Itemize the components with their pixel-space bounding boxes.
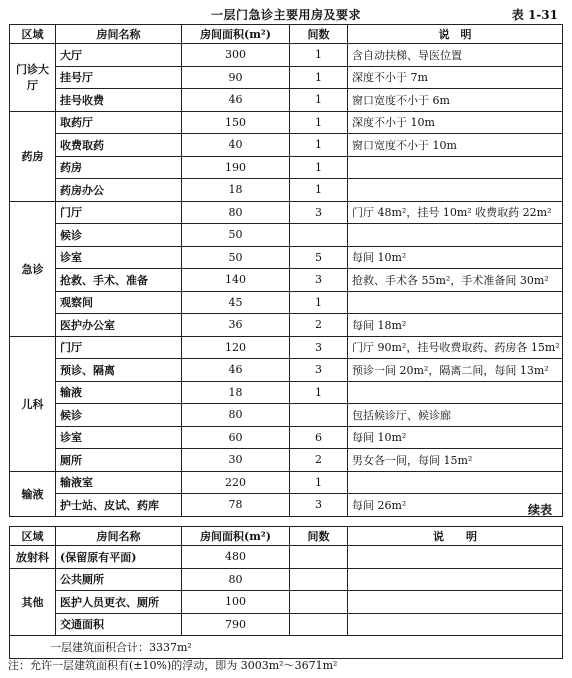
note-cell: 每间 26m²	[348, 494, 563, 517]
count-cell: 6	[290, 426, 348, 449]
note-cell: 门厅 48m²，挂号 10m² 收费取药 22m²	[348, 201, 563, 224]
room-cell: 护士站、皮试、药库	[56, 494, 182, 517]
count-cell: 1	[290, 156, 348, 179]
count-cell	[290, 591, 348, 614]
room-cell: 取药厅	[56, 111, 182, 134]
table-row	[10, 314, 563, 337]
total-row	[10, 636, 563, 659]
size-cell: 120	[182, 336, 290, 359]
count-cell: 2	[290, 449, 348, 472]
count-cell: 1	[290, 134, 348, 157]
area-cell: 输液	[10, 471, 56, 516]
room-cell: 医护办公室	[56, 314, 182, 337]
count-cell: 3	[290, 201, 348, 224]
room-cell: 候诊	[56, 224, 182, 247]
footnote: 注：允许一层建筑面积有(±10%)的浮动，即为 3003m²～3671m²	[8, 659, 338, 672]
note-cell: 抢救、手术各 55m²，手术准备间 30m²	[348, 269, 563, 292]
table-row	[10, 224, 563, 247]
table-row	[10, 471, 563, 494]
note-cell	[348, 291, 563, 314]
header-area: 区域	[10, 527, 56, 546]
size-cell: 46	[182, 89, 290, 112]
count-cell: 1	[290, 471, 348, 494]
table-row	[10, 156, 563, 179]
room-cell: 观察间	[56, 291, 182, 314]
area-cell: 其他	[10, 568, 56, 636]
note-cell	[348, 471, 563, 494]
room-cell: 挂号收费	[56, 89, 182, 112]
table-row	[10, 179, 563, 202]
note-cell	[348, 546, 563, 569]
size-cell: 80	[182, 201, 290, 224]
header-note: 说 明	[348, 25, 563, 44]
count-cell: 1	[290, 44, 348, 67]
room-cell: 厕所	[56, 449, 182, 472]
table-row	[10, 269, 563, 292]
room-cell: 输液室	[56, 471, 182, 494]
header-row	[10, 25, 563, 44]
note-cell: 窗口宽度不小于 6m	[348, 89, 563, 112]
room-cell: 收费取药	[56, 134, 182, 157]
table-row	[10, 336, 563, 359]
table-row	[10, 89, 563, 112]
room-cell: 挂号厅	[56, 66, 182, 89]
table-row	[10, 201, 563, 224]
note-cell: 男女各一间，每间 15m²	[348, 449, 563, 472]
size-cell: 140	[182, 269, 290, 292]
size-cell: 50	[182, 246, 290, 269]
table-row	[10, 613, 563, 636]
count-cell: 3	[290, 269, 348, 292]
note-cell	[348, 613, 563, 636]
size-cell: 36	[182, 314, 290, 337]
count-cell: 5	[290, 246, 348, 269]
count-cell	[290, 568, 348, 591]
header-note: 说 明	[348, 527, 563, 546]
note-cell	[348, 381, 563, 404]
note-cell: 深度不小于 10m	[348, 111, 563, 134]
note-cell: 每间 18m²	[348, 314, 563, 337]
count-cell	[290, 404, 348, 427]
size-cell: 190	[182, 156, 290, 179]
size-cell: 790	[182, 613, 290, 636]
table-row	[10, 404, 563, 427]
room-cell: 输液	[56, 381, 182, 404]
main-table	[9, 24, 563, 517]
count-cell: 3	[290, 359, 348, 382]
count-cell	[290, 613, 348, 636]
size-cell: 78	[182, 494, 290, 517]
count-cell: 3	[290, 336, 348, 359]
table-row	[10, 449, 563, 472]
table-row	[10, 381, 563, 404]
note-cell: 每间 10m²	[348, 426, 563, 449]
size-cell: 150	[182, 111, 290, 134]
area-cell: 急诊	[10, 201, 56, 336]
size-cell: 80	[182, 404, 290, 427]
table-row	[10, 134, 563, 157]
room-cell: 交通面积	[56, 613, 182, 636]
count-cell: 1	[290, 381, 348, 404]
room-cell: 药房	[56, 156, 182, 179]
size-cell: 45	[182, 291, 290, 314]
area-cell: 药房	[10, 111, 56, 201]
table-row	[10, 591, 563, 614]
note-cell: 窗口宽度不小于 10m	[348, 134, 563, 157]
table-row	[10, 494, 563, 517]
table-row	[10, 44, 563, 67]
note-cell	[348, 156, 563, 179]
table-row	[10, 291, 563, 314]
size-cell: 480	[182, 546, 290, 569]
room-cell: 诊室	[56, 246, 182, 269]
note-cell: 含自动扶梯、导医位置	[348, 44, 563, 67]
header-row	[10, 527, 563, 546]
size-cell: 40	[182, 134, 290, 157]
count-cell: 1	[290, 111, 348, 134]
count-cell	[290, 224, 348, 247]
table-title: 一层门急诊主要用房及要求	[210, 8, 361, 22]
area-cell: 放射科	[10, 546, 56, 569]
table-number: 表 1-31	[511, 8, 558, 22]
count-cell: 3	[290, 494, 348, 517]
note-cell	[348, 224, 563, 247]
continued-table	[9, 526, 563, 659]
count-cell	[290, 546, 348, 569]
size-cell: 100	[182, 591, 290, 614]
table-row	[10, 111, 563, 134]
size-cell: 18	[182, 179, 290, 202]
room-cell: (保留原有平面)	[56, 546, 182, 569]
count-cell: 2	[290, 314, 348, 337]
header-size: 房间面积(m²)	[182, 25, 290, 44]
table-row	[10, 426, 563, 449]
note-cell: 深度不小于 7m	[348, 66, 563, 89]
size-cell: 300	[182, 44, 290, 67]
table-row	[10, 546, 563, 569]
table-row	[10, 568, 563, 591]
room-cell: 门厅	[56, 336, 182, 359]
header-room: 房间名称	[56, 527, 182, 546]
note-cell: 每间 10m²	[348, 246, 563, 269]
header-room: 房间名称	[56, 25, 182, 44]
count-cell: 1	[290, 179, 348, 202]
room-cell: 药房办公	[56, 179, 182, 202]
room-cell: 抢救、手术、准备	[56, 269, 182, 292]
count-cell: 1	[290, 89, 348, 112]
room-cell: 候诊	[56, 404, 182, 427]
size-cell: 30	[182, 449, 290, 472]
note-cell: 门厅 90m²，挂号收费取药、药房各 15m²	[348, 336, 563, 359]
size-cell: 90	[182, 66, 290, 89]
size-cell: 18	[182, 381, 290, 404]
note-cell: 预诊一间 20m²，隔离二间，每间 13m²	[348, 359, 563, 382]
room-cell: 门厅	[56, 201, 182, 224]
size-cell: 220	[182, 471, 290, 494]
note-cell	[348, 568, 563, 591]
room-cell: 公共厕所	[56, 568, 182, 591]
header-area: 区域	[10, 25, 56, 44]
room-cell: 诊室	[56, 426, 182, 449]
header-size: 房间面积(m²)	[182, 527, 290, 546]
room-cell: 预诊、隔离	[56, 359, 182, 382]
note-cell	[348, 591, 563, 614]
header-count: 间数	[290, 527, 348, 546]
count-cell: 1	[290, 291, 348, 314]
room-cell: 大厅	[56, 44, 182, 67]
table-row	[10, 359, 563, 382]
continued-label: 续表	[527, 503, 552, 517]
size-cell: 50	[182, 224, 290, 247]
area-cell: 儿科	[10, 336, 56, 471]
total-text: 一层建筑面积合计：3337m²	[10, 636, 563, 659]
note-cell	[348, 179, 563, 202]
size-cell: 80	[182, 568, 290, 591]
room-cell: 医护人员更衣、厕所	[56, 591, 182, 614]
header-count: 间数	[290, 25, 348, 44]
size-cell: 60	[182, 426, 290, 449]
size-cell: 46	[182, 359, 290, 382]
table-row	[10, 66, 563, 89]
note-cell: 包括候诊厅、候诊廊	[348, 404, 563, 427]
count-cell: 1	[290, 66, 348, 89]
area-cell: 门诊大厅	[10, 44, 56, 112]
table-row	[10, 246, 563, 269]
